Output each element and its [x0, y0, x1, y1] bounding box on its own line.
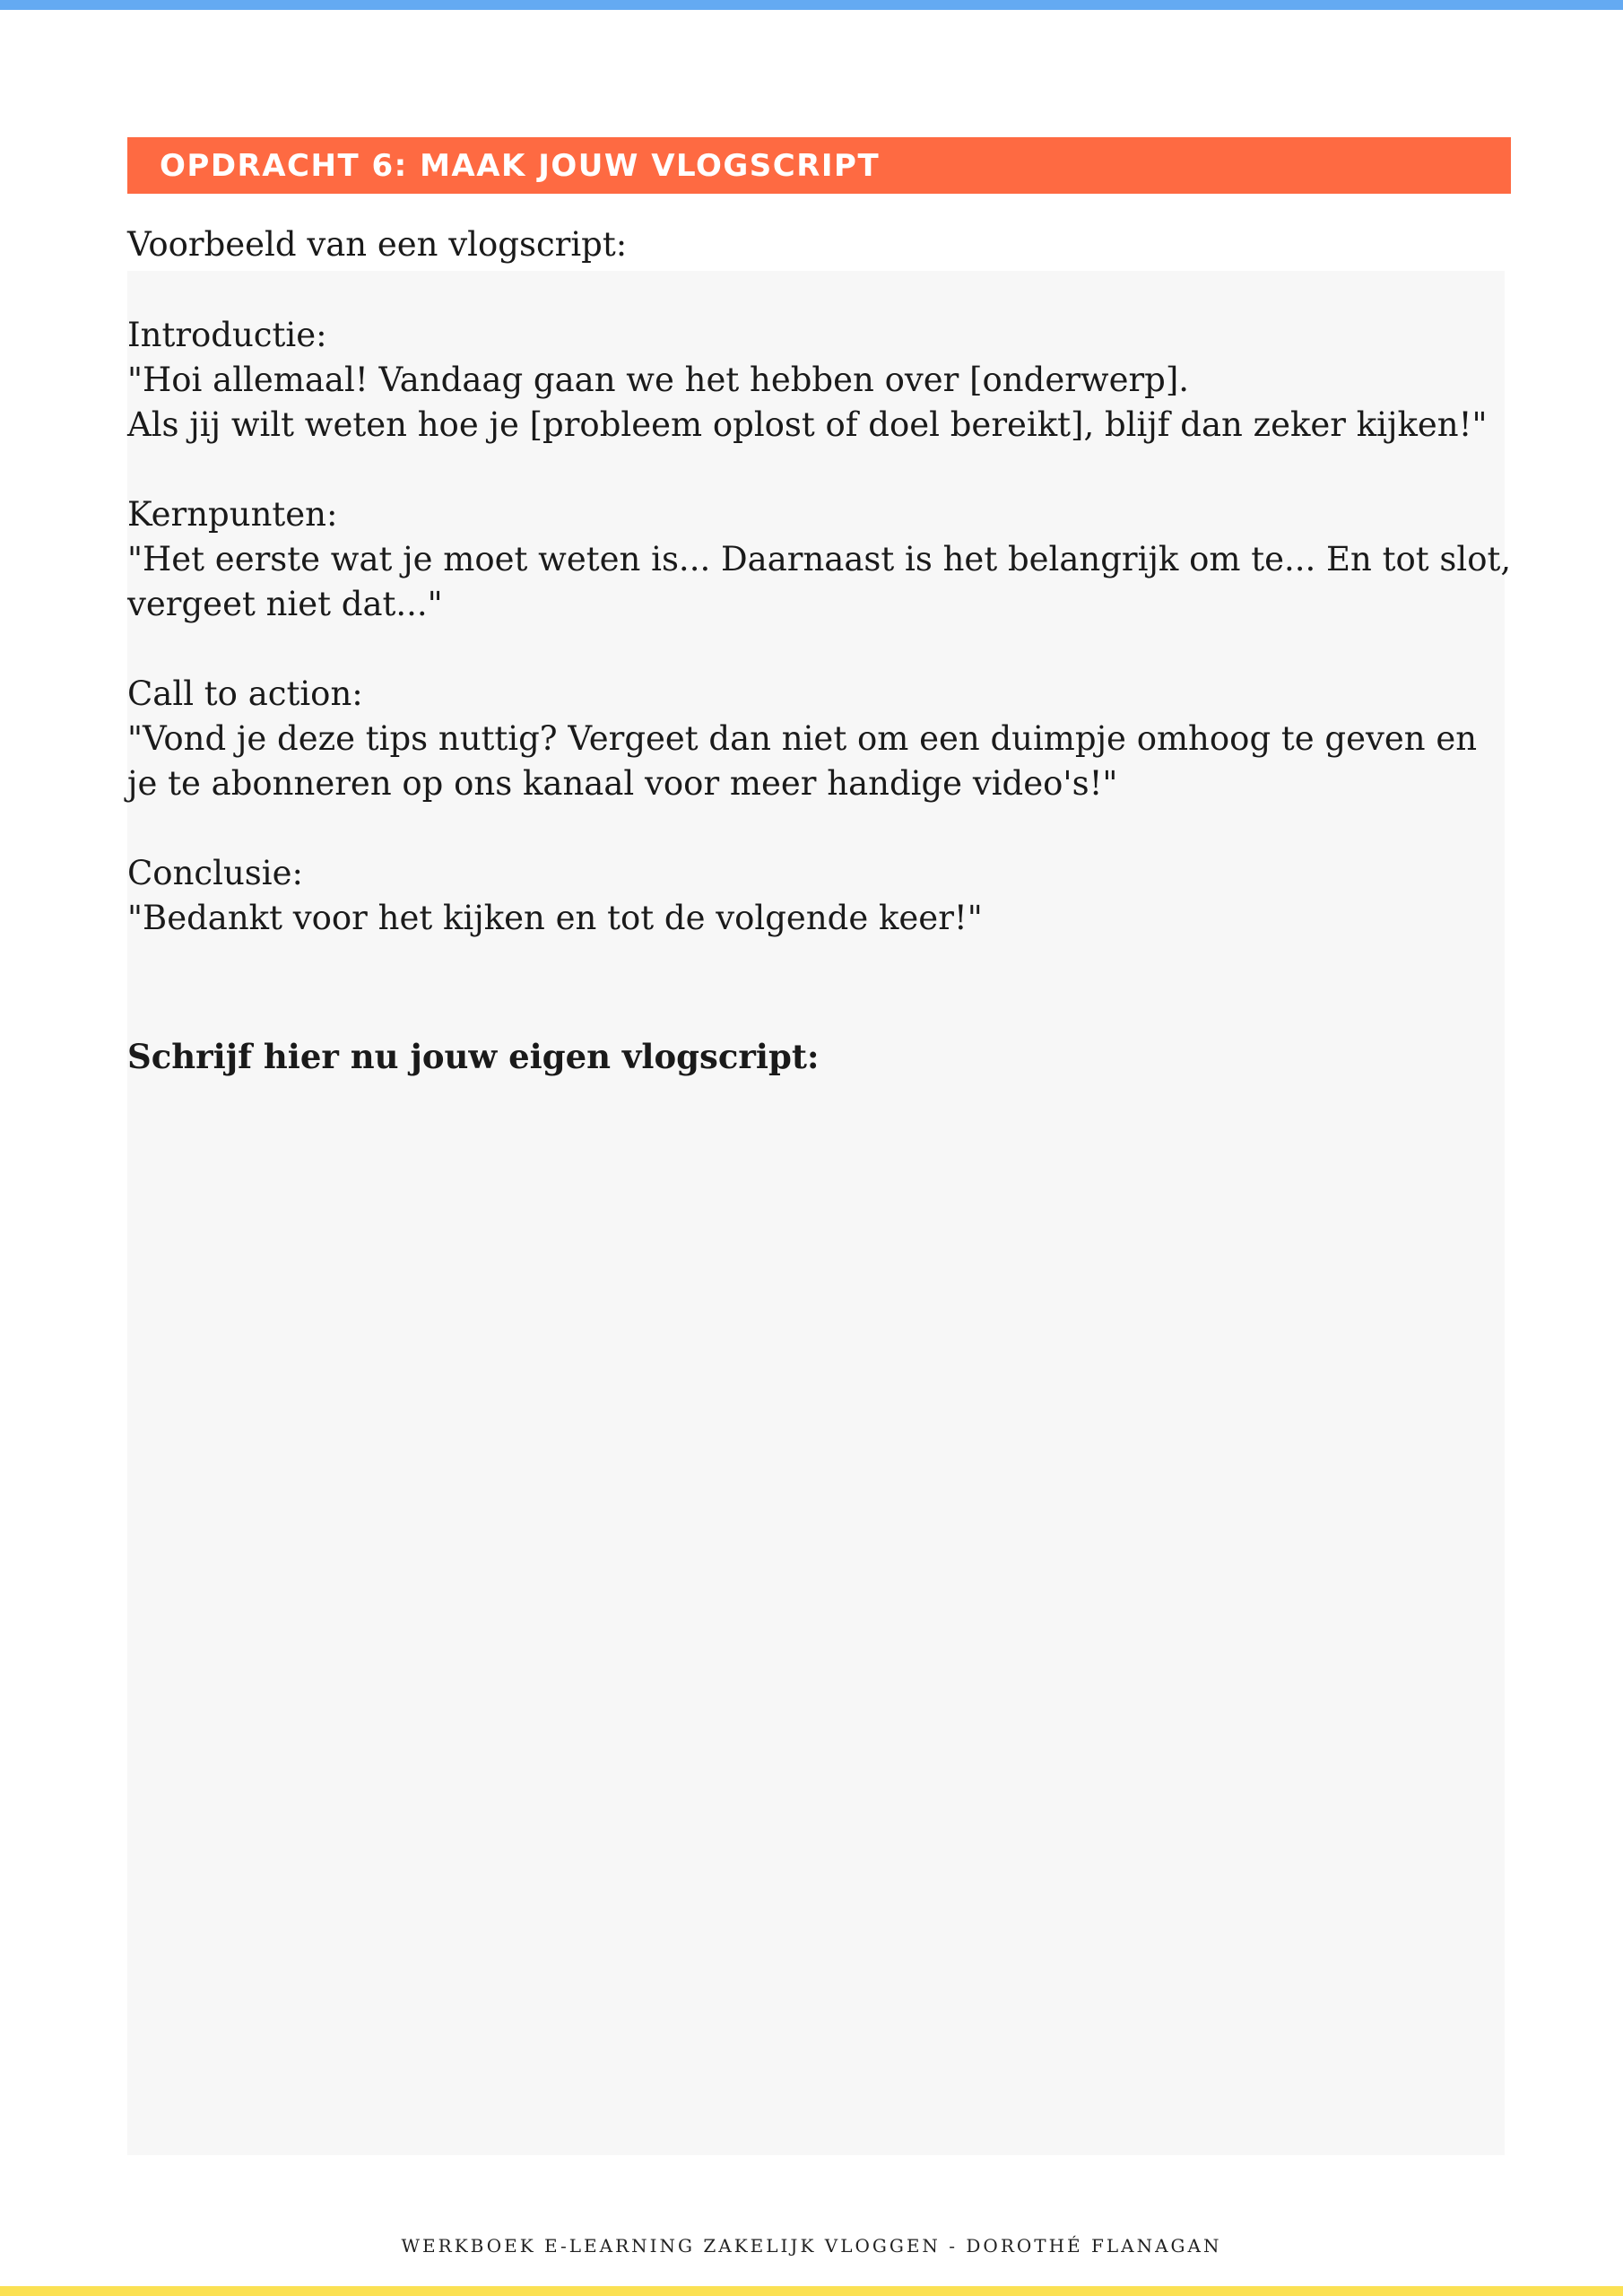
section-call-to-action [127, 672, 1513, 806]
page-footer: WERKBOEK E-LEARNING ZAKELIJK VLOGGEN - DOROTHÉ FLANAGAN [401, 2235, 1222, 2257]
section-line: "Bedankt voor het kijken en tot de volgende keer!" [127, 899, 983, 937]
section-heading: Conclusie: [127, 854, 303, 892]
assignment-title: OPDRACHT 6: MAAK JOUW VLOGSCRIPT [160, 147, 881, 184]
section-heading: Introductie: [127, 316, 327, 354]
section-introduction [127, 313, 1513, 448]
write-prompt: Schrijf hier nu jouw eigen vlogscript: [127, 1037, 820, 1076]
section-line: Als jij wilt weten hoe je [probleem oplost of doel bereikt], blijf dan zeker kijken!" [127, 405, 1488, 444]
top-accent-bar [0, 0, 1623, 10]
section-line: "Hoi allemaal! Vandaag gaan we het hebben over [onderwerp]. [127, 361, 1190, 399]
section-heading: Call to action: [127, 674, 363, 713]
assignment-header-banner [127, 137, 1511, 194]
example-script [127, 313, 1513, 986]
example-label: Voorbeeld van een vlogscript: [127, 225, 628, 264]
bottom-accent-bar [0, 2286, 1623, 2296]
section-conclusion [127, 851, 1513, 941]
section-line: "Vond je deze tips nuttig? Vergeet dan niet om een duimpje omhoog te geven en je te abonneren op ons kanaal voor meer handige video's!" [127, 719, 1478, 803]
section-line: "Het eerste wat je moet weten is... Daarnaast is het belangrijk om te... En tot slot, vergeet niet dat..." [127, 540, 1512, 623]
section-key-points [127, 492, 1513, 627]
section-heading: Kernpunten: [127, 495, 338, 534]
